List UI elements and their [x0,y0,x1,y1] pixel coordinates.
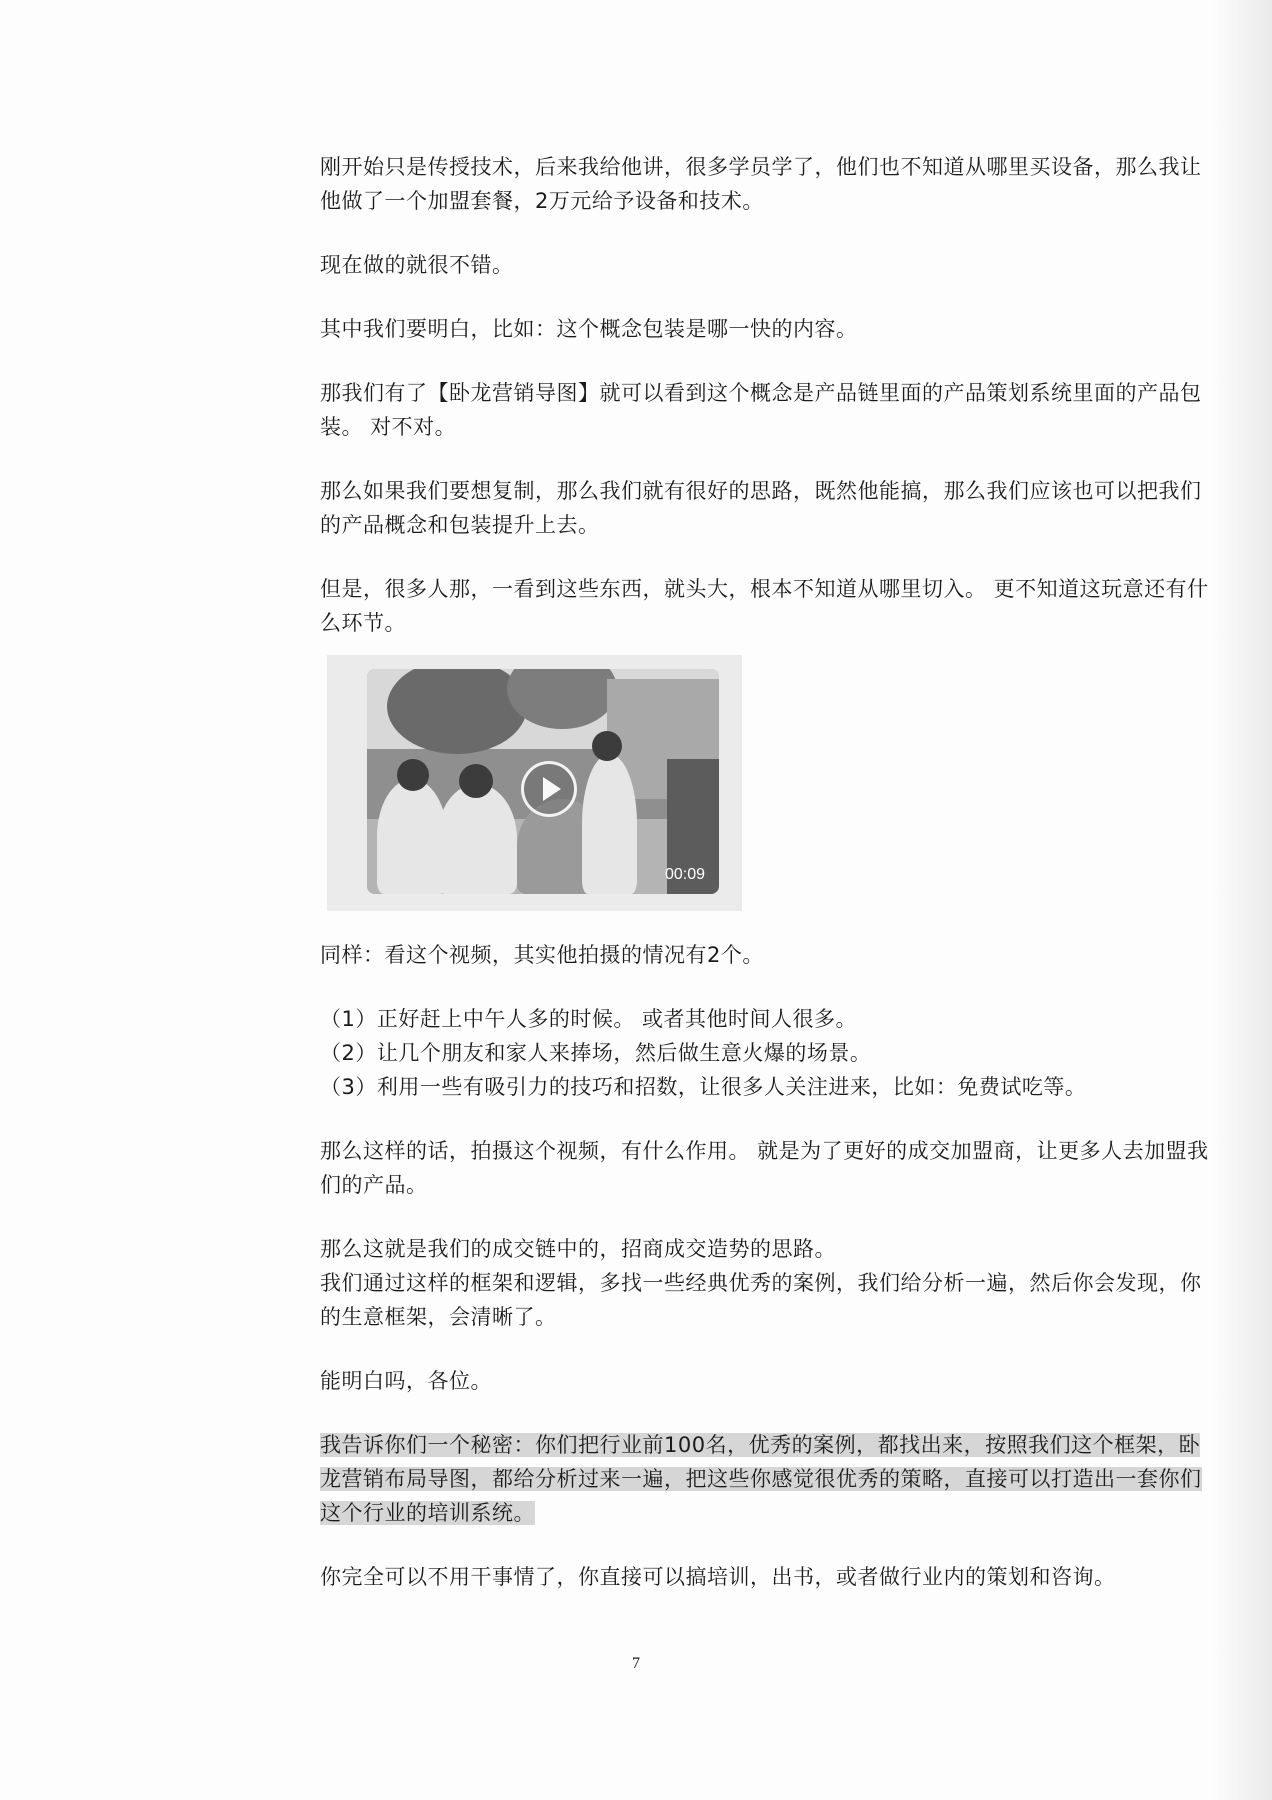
video-person [592,731,622,761]
paragraph-7: 同样：看这个视频，其实他拍摄的情况有2个。 [320,943,764,967]
paragraph-9a: 那么这就是我们的成交链中的，招商成交造势的思路。 [320,1237,836,1261]
document-body [320,150,1220,640]
video-frame[interactable] [367,669,719,894]
paragraph-1: 刚开始只是传授技术，后来我给他讲，很多学员学了，他们也不知道从哪里买设备，那么我让他做了一个加盟套餐，2万元给予设备和技术。 [320,155,1202,213]
highlighted-text: 我告诉你们一个秘密：你们把行业前100名，优秀的案例，都找出来，按照我们这个框架，卧龙营销布局导图，都给分析过来一遍，把这些你感觉很优秀的策略，直接可以打造出一套你们这个行业的培训系统。 [320,1433,1202,1525]
paragraph-3: 其中我们要明白，比如：这个概念包装是哪一快的内容。 [320,317,858,341]
paragraph-2: 现在做的就很不错。 [320,253,514,277]
video-person [397,759,429,791]
video-duration: 00:09 [664,866,705,883]
paragraph-4: 那我们有了【卧龙营销导图】就可以看到这个概念是产品链里面的产品策划系统里面的产品包装。 对不对。 [320,381,1202,439]
paragraph-9b: 我们通过这样的框架和逻辑，多找一些经典优秀的案例，我们给分析一遍，然后你会发现，你的生意框架，会清晰了。 [320,1271,1202,1329]
paragraph-5: 那么如果我们要想复制，那么我们就有很好的思路，既然他能搞，那么我们应该也可以把我们的产品概念和包装提升上去。 [320,479,1202,537]
video-person [437,784,517,894]
paragraph-6: 但是，很多人那，一看到这些东西，就头大，根本不知道从哪里切入。 更不知道这玩意还有什么环节。 [320,577,1209,635]
video-thumbnail-card[interactable] [327,655,742,911]
list-item: （1）正好赶上中午人多的时候。 或者其他时间人很多。 [320,1007,858,1031]
list-item: （3）利用一些有吸引力的技巧和招数，让很多人关注进来，比如：免费试吃等。 [320,1075,1087,1099]
paragraph-8: 那么这样的话，拍摄这个视频，有什么作用。 就是为了更好的成交加盟商，让更多人去加盟我们的产品。 [320,1139,1209,1197]
case-list [320,1002,1220,1104]
list-item: （2）让几个朋友和家人来捧场，然后做生意火爆的场景。 [320,1041,872,1065]
paragraph-11-highlighted [320,1428,1220,1530]
paragraph-12: 你完全可以不用干事情了，你直接可以搞培训，出书，或者做行业内的策划和咨询。 [320,1565,1116,1589]
page-number: 7 [632,1655,640,1672]
scan-edge-shadow [1212,0,1272,1800]
play-icon[interactable] [521,761,577,817]
paragraph-10: 能明白吗，各位。 [320,1369,492,1393]
video-person [582,754,637,894]
document-body-continued [320,938,1220,1594]
video-person [459,764,493,798]
